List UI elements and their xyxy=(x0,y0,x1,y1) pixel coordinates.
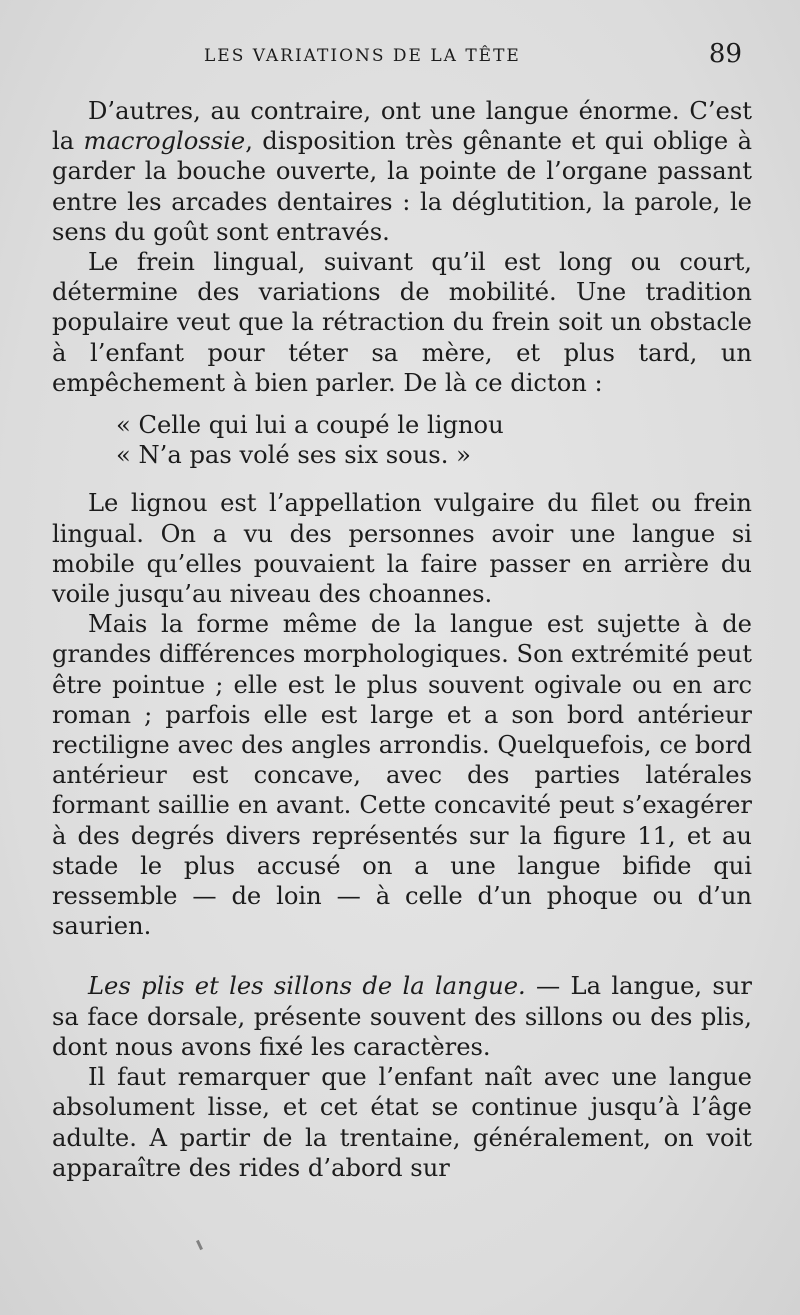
section-heading-italic: Les plis et les sillons de la langue. xyxy=(88,972,526,1001)
page-number: 89 xyxy=(708,39,742,69)
paragraph-text: — La langue, sur sa face dorsale, présente souvent des sillons ou des plis, dont nous avons fixé les caractères. xyxy=(52,972,752,1061)
paragraph-text: , disposition très gênante et qui oblige à garder la bouche ouverte, la pointe de l’organe passant entre les arcades dentaires : la déglutition, la parole, le sens du goût sont entravés. xyxy=(52,127,752,246)
quote-line-1: « Celle qui lui a coupé le lignou xyxy=(116,411,504,440)
paragraph-text: D’autres, au contraire, ont une langue énorme. C’est la xyxy=(52,97,752,156)
paragraph-lignou: Le lignou est l’appellation vulgaire du filet ou frein lingual. On a vu des personnes avoir une langue si mobile qu’elles pouvaient la faire passer en arrière du voile jusqu’au niveau des choannes. xyxy=(52,489,752,609)
paragraph-forme: Mais la forme même de la langue est sujette à de grandes différences morphologiques. Son extrémité peut être pointue ; elle est le plus souvent ogivale ou en arc roman ; parfois elle est large et a son bord antérieur rectiligne avec des angles arrondis. Quelquefois, ce bord antérieur est concave, avec des parties latérales formant saillie en avant. Cette concavité peut s’exagérer à des degrés divers représentés sur la figure 11, et au stade le plus accusé on a une langue bifide qui ressemble — de loin — à celle d’un phoque ou d’un saurien. xyxy=(52,610,752,941)
italic-term: macroglossie xyxy=(83,127,246,156)
body-text xyxy=(52,96,752,1183)
quote-line-2: « N’a pas volé ses six sous. » xyxy=(116,441,471,470)
paragraph-enfant: Il faut remarquer que l’enfant naît avec une langue absolument lisse, et cet état se continue jusqu’à l’âge adulte. A partir de la trentaine, généralement, on voit apparaître des rides d’abord sur xyxy=(52,1063,752,1182)
paragraph-macroglossie xyxy=(52,96,752,247)
paper-speck xyxy=(196,1240,203,1250)
paragraph-plis-sillons xyxy=(52,971,752,1062)
paragraph-frein-lingual: Le frein lingual, suivant qu’il est long ou court, détermine des variations de mobilité. Une tradition populaire veut que la rétraction du frein soit un obstacle à l’enfant pour téter sa mère, et plus tard, un empêchement à bien parler. De là ce dicton : xyxy=(52,248,752,397)
running-header: LES VARIATIONS DE LA TÊTE xyxy=(204,46,521,66)
